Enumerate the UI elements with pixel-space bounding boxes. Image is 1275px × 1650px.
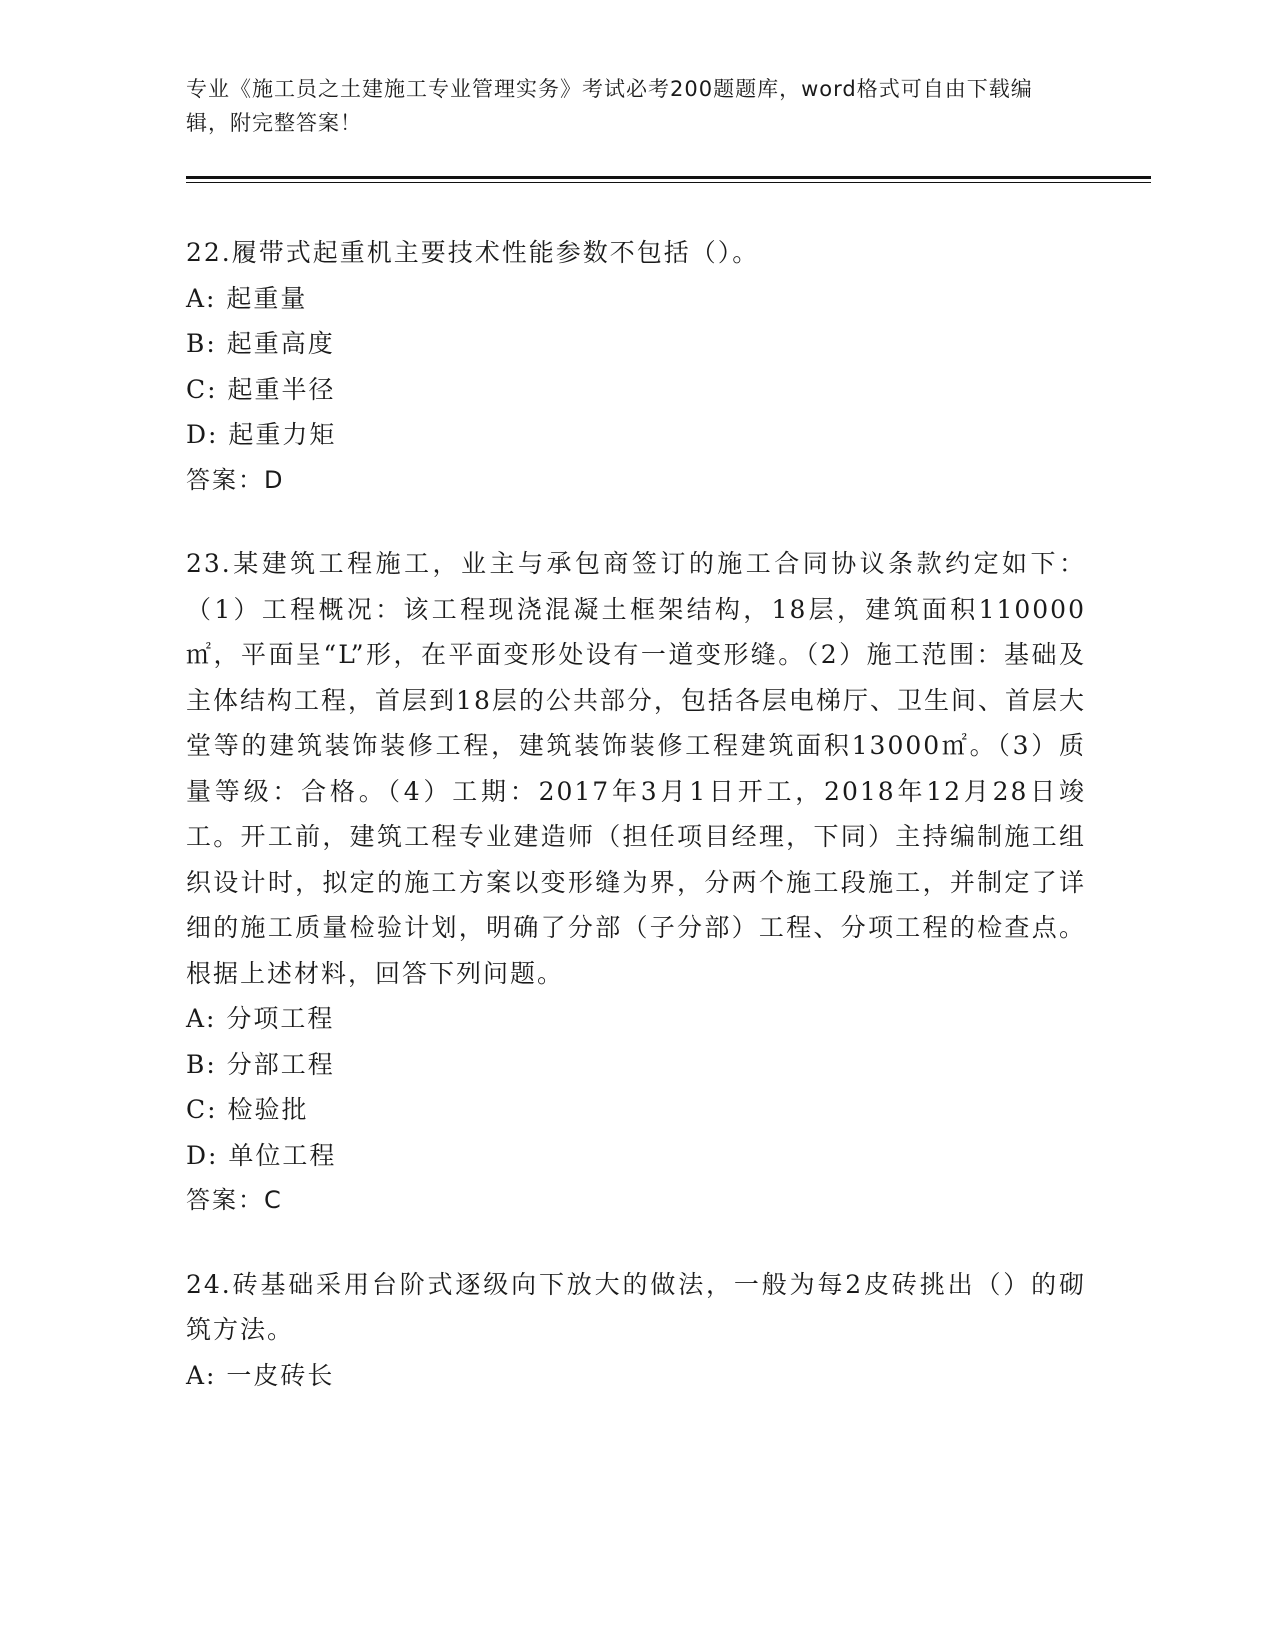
- question-22: [186, 230, 1086, 503]
- question-list: [186, 230, 1086, 1436]
- option-a: A: 分项工程: [186, 1004, 335, 1033]
- option-b: B: 分部工程: [186, 1049, 335, 1079]
- header-divider: [186, 176, 1151, 179]
- option-c: C: 起重半径: [186, 374, 336, 404]
- option-d: D: 起重力矩: [186, 420, 337, 449]
- answer: 答案：C: [186, 1186, 283, 1214]
- option-c: C: 检验批: [186, 1095, 309, 1124]
- option-a: A: 一皮砖长: [186, 1360, 335, 1390]
- document-header: 专业《施工员之土建施工专业管理实务》考试必考200题题库，word格式可自由下载编辑，附完整答案！: [186, 77, 1033, 135]
- question-text: 22.履带式起重机主要技术性能参数不包括（）。: [186, 238, 760, 267]
- option-b: B: 起重高度: [186, 329, 335, 358]
- option-a: A: 起重量: [186, 283, 308, 313]
- header-divider-thin: [186, 182, 1151, 183]
- question-23: [186, 541, 1086, 1224]
- question-24: [186, 1262, 1086, 1399]
- answer: 答案：D: [186, 465, 285, 494]
- option-d: D: 单位工程: [186, 1140, 337, 1170]
- question-text: 23.某建筑工程施工，业主与承包商签订的施工合同协议条款约定如下：（1）工程概况：该工程现浇混凝土框架结构，18层，建筑面积110000㎡，平面呈“L”形，在平面变形处设有一道变形缝。（2）施工范围：基础及主体结构工程，首层到18层的公共部分，包括各层电梯厅、卫生间、首层大堂等的建筑装饰装修工程，建筑装饰装修工程建筑面积13000㎡。（3）质量等级：合格。（4）工期：2017年3月1日开工，2018年12月28日竣工。开工前，建筑工程专业建造师（担任项目经理，下同）主持编制施工组织设计时，拟定的施工方案以变形缝为界，分两个施工段施工，并制定了详细的施工质量检验计划，明确了分部（子分部）工程、分项工程的检查点。根据上述材料，回答下列问题。: [186, 549, 1086, 988]
- question-text: 24.砖基础采用台阶式逐级向下放大的做法，一般为每2皮砖挑出（）的砌筑方法。: [186, 1269, 1086, 1344]
